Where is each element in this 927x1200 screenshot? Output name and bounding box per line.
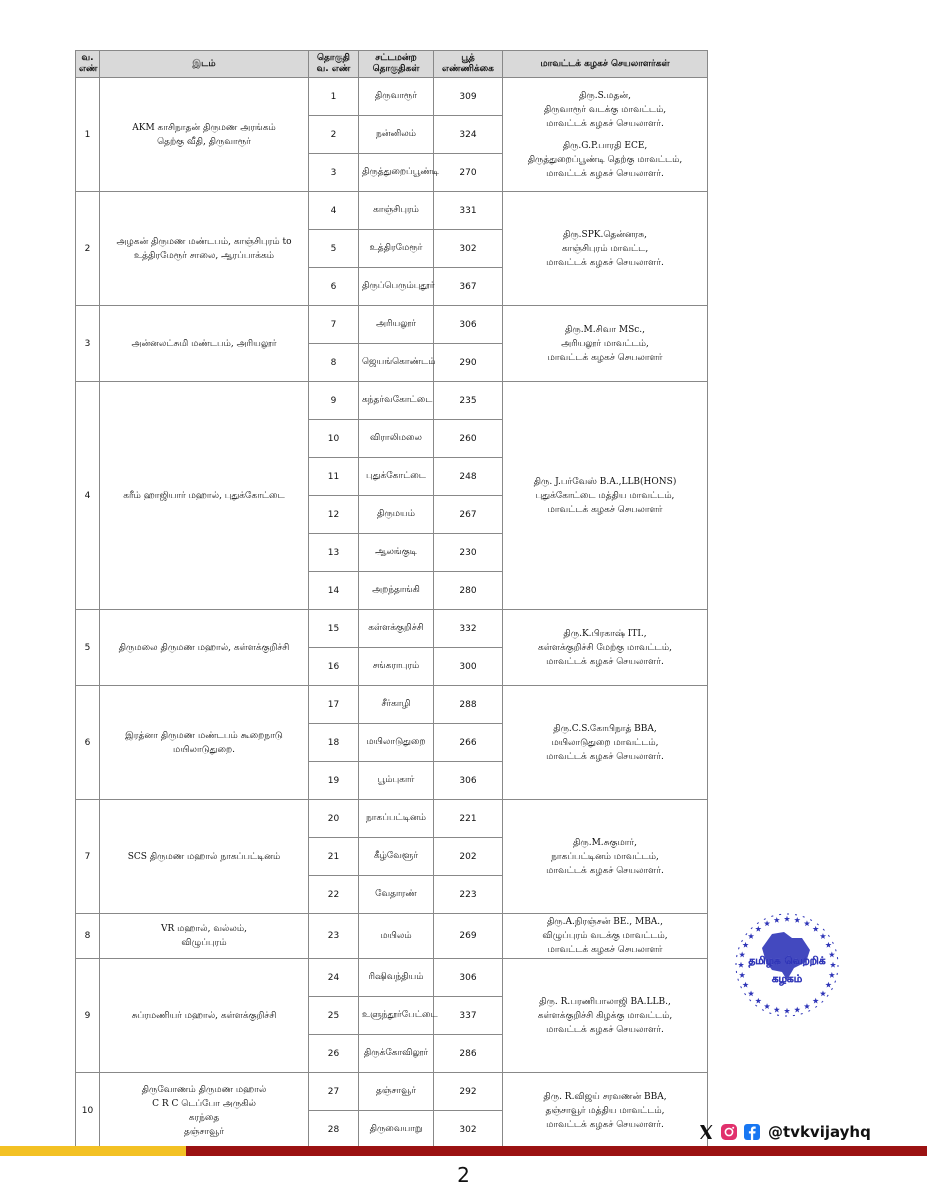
venue	[100, 306, 309, 382]
booth-count: 290	[434, 344, 503, 382]
secretary-line: மாவட்டக் கழகச் செயலாளர்.	[546, 865, 664, 876]
district-secretary	[503, 306, 708, 382]
constituency-name: புதுக்கோட்டை	[359, 458, 434, 496]
booth-count: 260	[434, 420, 503, 458]
logo-star-icon	[825, 942, 831, 948]
venue-line: மயிலாடுதுறை.	[173, 744, 235, 755]
district-secretary	[503, 959, 708, 1073]
venue	[100, 686, 309, 800]
logo-star-icon	[794, 917, 800, 923]
constituency-number: 1	[309, 78, 359, 116]
venue	[100, 382, 309, 610]
constituency-name: ரிஷிவந்தியம்	[359, 959, 434, 997]
constituency-name: திருமயம்	[359, 496, 434, 534]
constituency-number: 14	[309, 572, 359, 610]
district-secretary	[503, 914, 708, 959]
logo-star-icon	[743, 982, 749, 988]
venue-line: தஞ்சாவூர்	[183, 1126, 225, 1137]
secretary-line: விழுப்புரம் வடக்கு மாவட்டம்,	[542, 931, 668, 941]
booth-count: 306	[434, 959, 503, 997]
secretary-line: மாவட்டக் கழகச் செயலாளர்.	[546, 1119, 664, 1130]
venue-line: கரந்தை	[188, 1112, 220, 1123]
booth-count: 332	[434, 610, 503, 648]
logo-star-icon	[755, 998, 761, 1004]
constituency-number: 16	[309, 648, 359, 686]
booth-count: 235	[434, 382, 503, 420]
constituency-name: பூம்புகார்	[359, 762, 434, 800]
booth-count: 221	[434, 800, 503, 838]
secretary-line: மாவட்டக் கழகச் செயலாளர்.	[546, 118, 664, 129]
secretary-line: மாவட்டக் கழகச் செயலாளர்	[547, 504, 663, 515]
header-sno: வ. எண்	[76, 51, 100, 78]
constituency-name: வேதாரண்	[359, 876, 434, 914]
secretary-line: திரு. R.பரணிபாலாஜி BA.LLB.,	[539, 996, 671, 1007]
secretary-line: மாவட்டக் கழகச் செயலாளர்	[547, 945, 663, 955]
serial-number: 5	[76, 610, 100, 686]
constituency-number: 23	[309, 914, 359, 959]
booth-count: 367	[434, 268, 503, 306]
constituency-number: 25	[309, 997, 359, 1035]
constituency-name: மயிலம்	[359, 914, 434, 959]
logo-star-icon	[829, 972, 835, 978]
constituency-name: ஜெயங்கொண்டம்	[359, 344, 434, 382]
venue-line: விழுப்புரம்	[181, 938, 227, 948]
constituency-name: திருப்பெரும்புதூர்	[359, 268, 434, 306]
venue-line: தெற்கு வீதி, திருவாரூர்	[157, 136, 251, 147]
booth-count: 292	[434, 1073, 503, 1111]
serial-number: 7	[76, 800, 100, 914]
booth-count: 337	[434, 997, 503, 1035]
venue	[100, 1073, 309, 1149]
serial-number: 9	[76, 959, 100, 1073]
secretary-line: கள்ளக்குறிச்சி மேற்கு மாவட்டம்,	[538, 642, 672, 653]
constituency-name: திருக்கோவிலூர்	[359, 1035, 434, 1073]
footer-bar-yellow	[0, 1146, 190, 1156]
logo-star-icon	[739, 972, 745, 978]
table-row	[76, 610, 708, 648]
constituency-number: 13	[309, 534, 359, 572]
district-secretary	[503, 192, 708, 306]
constituency-number: 18	[309, 724, 359, 762]
constituency-number: 3	[309, 154, 359, 192]
booth-count: 248	[434, 458, 503, 496]
booth-count: 223	[434, 876, 503, 914]
logo-star-icon	[804, 920, 810, 926]
table-row	[76, 959, 708, 997]
secretary-line: திரு.K.பிரகாஷ் ITI.,	[563, 628, 647, 639]
header-place: இடம்	[100, 51, 309, 78]
table-row	[76, 1073, 708, 1111]
venue-line: VR மஹால், வல்லம்,	[161, 924, 247, 934]
constituency-number: 6	[309, 268, 359, 306]
logo-star-icon	[829, 952, 835, 958]
header-secretaries: மாவட்டக் கழகச் செயலாளர்கள்	[503, 51, 708, 78]
logo-star-icon	[774, 917, 780, 923]
venue-line: அன்னலட்சுமி மண்டபம், அரியலூர்	[131, 338, 277, 349]
secretary-line: மாவட்டக் கழகச் செயலாளர்.	[546, 1024, 664, 1035]
venue-line: திருவோணம் திருமண மஹால்	[141, 1084, 267, 1095]
logo-star-icon	[743, 942, 749, 948]
constituency-number: 20	[309, 800, 359, 838]
header-constituency-no: தொகுதி வ. எண்	[309, 51, 359, 78]
constituency-name: திருத்துறைப்பூண்டி	[359, 154, 434, 192]
constituency-number: 26	[309, 1035, 359, 1073]
booth-count: 306	[434, 762, 503, 800]
venue	[100, 78, 309, 192]
booth-count: 266	[434, 724, 503, 762]
logo-star-icon	[774, 1007, 780, 1013]
booth-count: 306	[434, 306, 503, 344]
secretary-line: திரு.SPK.தென்னரசு,	[562, 229, 648, 240]
booth-count: 267	[434, 496, 503, 534]
logo-star-icon	[813, 926, 819, 932]
constituency-number: 7	[309, 306, 359, 344]
secretary-line: திரு.M.சுகுமார்,	[573, 837, 637, 848]
table-row	[76, 382, 708, 420]
constituency-name: அரியலூர்	[359, 306, 434, 344]
booth-count: 324	[434, 116, 503, 154]
secretary-line: திரு.A.நிரஞ்சன் BE., MBA.,	[546, 917, 664, 927]
booth-count: 269	[434, 914, 503, 959]
table-header-row	[76, 51, 708, 78]
serial-number: 4	[76, 382, 100, 610]
district-secretary	[503, 800, 708, 914]
constituency-number: 8	[309, 344, 359, 382]
constituency-number: 28	[309, 1111, 359, 1149]
constituency-number: 21	[309, 838, 359, 876]
booth-count: 331	[434, 192, 503, 230]
constituency-name: சீர்காழி	[359, 686, 434, 724]
x-icon[interactable]	[697, 1123, 715, 1141]
table-row	[76, 192, 708, 230]
venue	[100, 959, 309, 1073]
serial-number: 8	[76, 914, 100, 959]
venue-line: உத்திரமேரூர் சாலை, ஆரப்பாக்கம்	[134, 250, 274, 261]
secretary-line: திருத்துறைப்பூண்டி தெற்கு மாவட்டம்,	[527, 154, 683, 165]
secretary-line: மாவட்டக் கழகச் செயலாளர்	[547, 352, 663, 363]
district-secretary	[503, 382, 708, 610]
logo-star-icon	[748, 933, 754, 939]
constituency-name: கீழ்வேளூர்	[359, 838, 434, 876]
tvk-logo	[732, 910, 842, 1020]
constituency-name: சங்கராபுரம்	[359, 648, 434, 686]
secretary-line: திரு.C.S.கோபிநாத் BBA,	[553, 723, 657, 734]
secretary-line: மாவட்டக் கழகச் செயலாளர்.	[546, 656, 664, 667]
constituency-number: 27	[309, 1073, 359, 1111]
constituency-number: 4	[309, 192, 359, 230]
logo-star-icon	[739, 952, 745, 958]
logo-star-icon	[764, 1003, 770, 1009]
constituency-name: அறந்தாங்கி	[359, 572, 434, 610]
table-row	[76, 306, 708, 344]
district-secretary	[503, 1073, 708, 1149]
logo-star-icon	[813, 998, 819, 1004]
serial-number: 3	[76, 306, 100, 382]
constituency-name: மயிலாடுதுறை	[359, 724, 434, 762]
venue-line: இரத்னா திருமண மண்டபம் கூறைநாடு	[125, 730, 283, 741]
secretary-line: மாவட்டக் கழகச் செயலாளர்.	[546, 168, 664, 179]
logo-star-icon	[820, 933, 826, 939]
district-secretary	[503, 610, 708, 686]
booth-count: 230	[434, 534, 503, 572]
footer-bar-red	[186, 1146, 927, 1156]
booth-count: 286	[434, 1035, 503, 1073]
table-row	[76, 78, 708, 116]
venue	[100, 610, 309, 686]
header-booths: பூத் எண்ணிக்கை	[434, 51, 503, 78]
social-links	[697, 1123, 871, 1141]
secretary-line: திரு. J.பர்வேஸ் B.A.,LLB(HONS)	[533, 476, 677, 487]
constituency-number: 24	[309, 959, 359, 997]
logo-star-icon	[738, 962, 744, 968]
secretary-line: திரு.G.P.பாரதி ECE,	[562, 140, 648, 151]
social-handle[interactable]: @tvkvijayhq	[768, 1123, 871, 1141]
venue-line: அழகன் திருமண மண்டபம், காஞ்சிபுரம் to	[116, 236, 292, 247]
constituency-number: 10	[309, 420, 359, 458]
table-row	[76, 686, 708, 724]
header-constituency: சட்டமன்ற தொகுதிகள்	[359, 51, 434, 78]
logo-star-icon	[825, 982, 831, 988]
booth-count: 202	[434, 838, 503, 876]
venue-line: SCS திருமண மஹால் நாகப்பட்டினம்	[127, 851, 281, 862]
constituency-name: நாகப்பட்டினம்	[359, 800, 434, 838]
booth-count: 280	[434, 572, 503, 610]
constituency-number: 5	[309, 230, 359, 268]
booth-count: 302	[434, 1111, 503, 1149]
logo-star-icon	[820, 990, 826, 996]
constituency-number: 15	[309, 610, 359, 648]
district-secretary	[503, 686, 708, 800]
venue-line: AKM காசிநாதன் திருமண அரங்கம்	[132, 122, 276, 133]
secretary-line: திரு. R.விஜய் சரவணன் BBA,	[543, 1091, 667, 1102]
secretary-line: அரியலூர் மாவட்டம்,	[561, 338, 649, 349]
logo-star-icon	[794, 1007, 800, 1013]
serial-number: 10	[76, 1073, 100, 1149]
constituency-name: உத்திரமேரூர்	[359, 230, 434, 268]
constituency-number: 12	[309, 496, 359, 534]
booth-table	[75, 50, 708, 1149]
secretary-line: திருவாரூர் வடக்கு மாவட்டம்,	[543, 104, 667, 115]
booth-count: 300	[434, 648, 503, 686]
logo-star-icon	[784, 1008, 790, 1014]
constituency-number: 22	[309, 876, 359, 914]
venue	[100, 800, 309, 914]
table-row	[76, 800, 708, 838]
logo-star-icon	[830, 962, 836, 968]
secretary-line: கள்ளக்குறிச்சி கிழக்கு மாவட்டம்,	[537, 1010, 673, 1021]
venue-line: கரீம் ஹாஜியார் மஹால், புதுக்கோட்டை	[123, 490, 285, 501]
secretary-line: புதுக்கோட்டை மத்திய மாவட்டம்,	[535, 490, 675, 501]
page-number: 2	[457, 1163, 470, 1187]
secretary-line: திரு.S.மதன்,	[579, 90, 631, 101]
constituency-name: தஞ்சாவூர்	[359, 1073, 434, 1111]
logo-star-icon	[804, 1003, 810, 1009]
logo-star-icon	[755, 926, 761, 932]
constituency-name: திருவையாறு	[359, 1111, 434, 1149]
constituency-number: 11	[309, 458, 359, 496]
secretary-line: திரு.M.சிவா MSc.,	[564, 324, 646, 335]
secretary-line: மாவட்டக் கழகச் செயலாளர்.	[546, 257, 664, 268]
venue	[100, 192, 309, 306]
booth-count: 302	[434, 230, 503, 268]
logo-text-line2: கழகம்	[771, 973, 803, 985]
venue-line: சுப்ரமணியர் மஹால், கள்ளக்குறிச்சி	[131, 1010, 277, 1021]
venue	[100, 914, 309, 959]
booth-count: 270	[434, 154, 503, 192]
secretary-line: மாவட்டக் கழகச் செயலாளர்.	[546, 751, 664, 762]
constituency-name: நன்னிலம்	[359, 116, 434, 154]
constituency-name: காஞ்சிபுரம்	[359, 192, 434, 230]
logo-text-line1: தமிழக வெற்றிக்	[748, 955, 826, 967]
secretary-line: மயிலாடுதுறை மாவட்டம்,	[551, 737, 659, 748]
constituency-number: 9	[309, 382, 359, 420]
secretary-line	[506, 131, 704, 139]
serial-number: 1	[76, 78, 100, 192]
constituency-name: கந்தர்வகோட்டை	[359, 382, 434, 420]
serial-number: 2	[76, 192, 100, 306]
constituency-number: 17	[309, 686, 359, 724]
table-row	[76, 914, 708, 959]
serial-number: 6	[76, 686, 100, 800]
secretary-line: நாகப்பட்டினம் மாவட்டம்,	[551, 851, 659, 862]
booth-count: 309	[434, 78, 503, 116]
constituency-number: 19	[309, 762, 359, 800]
instagram-icon[interactable]	[720, 1123, 738, 1141]
constituency-name: கள்ளக்குறிச்சி	[359, 610, 434, 648]
constituency-name: ஆலங்குடி	[359, 534, 434, 572]
booth-count: 288	[434, 686, 503, 724]
secretary-line: காஞ்சிபுரம் மாவட்ட,	[561, 243, 649, 254]
logo-star-icon	[748, 990, 754, 996]
venue-line: C R C டெப்போ அருகில்	[152, 1098, 256, 1109]
secretary-line: தஞ்சாவூர் மத்திய மாவட்டம்,	[545, 1105, 665, 1116]
constituency-name: திருவாரூர்	[359, 78, 434, 116]
constituency-name: உளுந்தூர்பேட்டை	[359, 997, 434, 1035]
logo-star-icon	[784, 916, 790, 922]
venue-line: திருமலை திருமண மஹால், கள்ளக்குறிச்சி	[118, 642, 290, 653]
logo-star-icon	[764, 920, 770, 926]
constituency-number: 2	[309, 116, 359, 154]
facebook-icon[interactable]	[743, 1123, 761, 1141]
district-secretary	[503, 78, 708, 192]
constituency-name: விராலிமலை	[359, 420, 434, 458]
